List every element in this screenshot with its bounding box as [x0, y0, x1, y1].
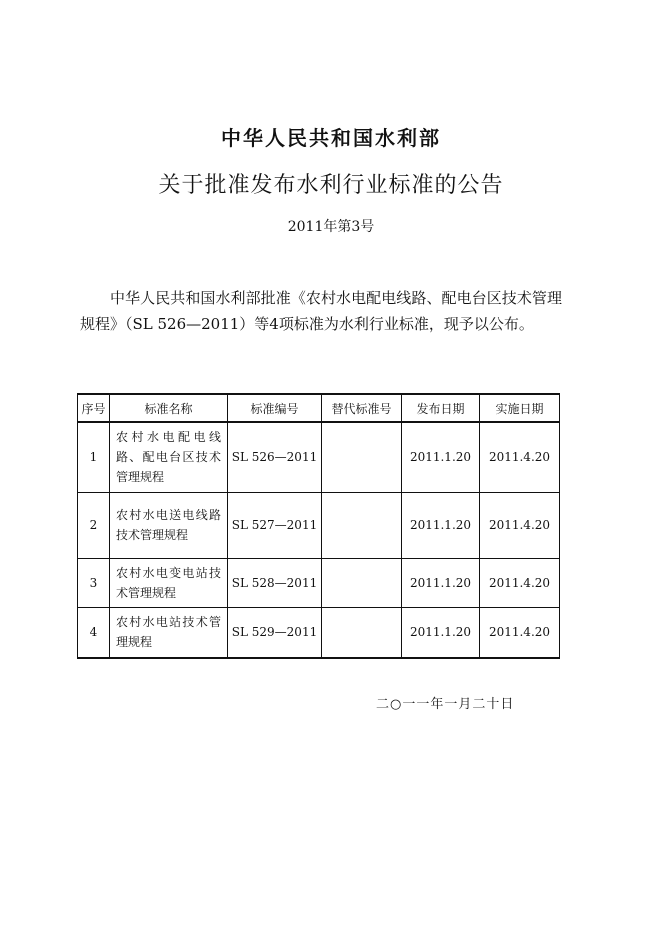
row-effective: 2011.4.20: [480, 492, 560, 558]
row-no: 3: [78, 558, 110, 607]
row-replaces: [322, 422, 402, 492]
row-name: 农村水电配电线路、配电台区技术管理规程: [110, 422, 228, 492]
row-effective: 2011.4.20: [480, 558, 560, 607]
row-effective: 2011.4.20: [480, 607, 560, 658]
row-name: 农村水电变电站技术管理规程: [110, 558, 228, 607]
row-issued: 2011.1.20: [402, 558, 480, 607]
row-issued: 2011.1.20: [402, 492, 480, 558]
row-replaces: [322, 492, 402, 558]
standards-table: [77, 393, 560, 659]
row-code: SL 528—2011: [228, 558, 322, 607]
header-effective: 实施日期: [480, 394, 560, 422]
row-replaces: [322, 607, 402, 658]
table-row: [78, 492, 560, 558]
header-name: 标准名称: [110, 394, 228, 422]
header-no: 序号: [78, 394, 110, 422]
table-row: [78, 607, 560, 658]
row-no: 4: [78, 607, 110, 658]
row-name: 农村水电送电线路技术管理规程: [110, 492, 228, 558]
row-name: 农村水电站技术管理规程: [110, 607, 228, 658]
notice-title: 关于批准发布水利行业标准的公告: [158, 173, 504, 198]
table-row: [78, 558, 560, 607]
row-no: 2: [78, 492, 110, 558]
row-issued: 2011.1.20: [402, 607, 480, 658]
notice-body: 中华人民共和国水利部批准《农村水电配电线路、配电台区技术管理规程》（SL 526—2011）等4项标准为水利行业标准，现予以公布。: [80, 289, 562, 333]
row-code: SL 526—2011: [228, 422, 322, 492]
row-issued: 2011.1.20: [402, 422, 480, 492]
header-code: 标准编号: [228, 394, 322, 422]
notice-number: 2011年第3号: [287, 219, 375, 235]
header-replaces: 替代标准号: [322, 394, 402, 422]
row-replaces: [322, 558, 402, 607]
header-issued: 发布日期: [402, 394, 480, 422]
row-no: 1: [78, 422, 110, 492]
table-row: [78, 422, 560, 492]
row-code: SL 529—2011: [228, 607, 322, 658]
row-code: SL 527—2011: [228, 492, 322, 558]
table-header-row: [78, 394, 560, 422]
ministry-name: 中华人民共和国水利部: [221, 126, 441, 150]
row-effective: 2011.4.20: [480, 422, 560, 492]
signature-date: 二○一一年一月二十日: [376, 697, 515, 712]
